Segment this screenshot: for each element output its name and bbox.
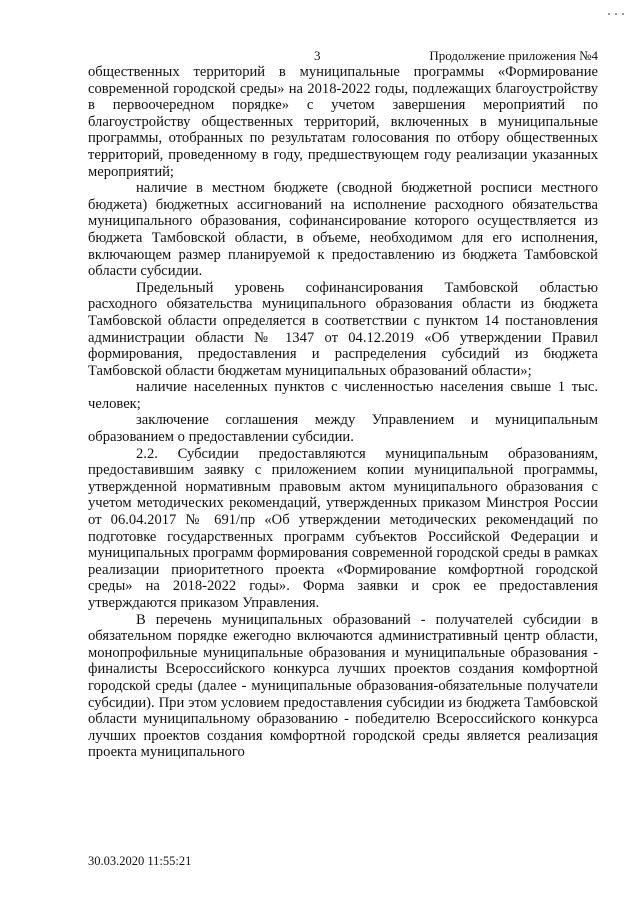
- paragraph-cofinancing-level: Предельный уровень софинансирования Тамбовской областью расходного обязательства муниципального образования области из бюджета Тамбовской области определяется в соответствии с пунктом 14 постановления администрации области № 1347 от 04.12.2019 «Об утверждении Правил формирования, предоставления и распределения субсидий из бюджета Тамбовской области бюджетам муниципальных образований области»;: [88, 279, 598, 379]
- scan-corner-mark: [608, 2, 632, 8]
- document-body: [88, 64, 598, 761]
- paragraph-recipients-list: В перечень муниципальных образований - получателей субсидии в обязательном порядке ежегодно включаются административный центр области, монопрофильные муниципальные образования и муниципальные образования - финалисты Всероссийского конкурса лучших проектов создания комфортной городской среды (далее - муниципальные образования-обязательные получатели субсидии). При этом условием предоставления субсидии из бюджета Тамбовской области муниципальному образованию - победителю Всероссийского конкурса лучших проектов создания комфортной городской среды является реализация проекта муниципального: [88, 611, 598, 761]
- paragraph-settlements: наличие населенных пунктов с численностью населения свыше 1 тыс. человек;: [88, 379, 598, 412]
- paragraph-section-2-2: 2.2. Субсидии предоставляются муниципальным образованиям, предоставившим заявку с приложением копии муниципальной программы, утвержденной нормативным правовым актом муниципального образования с учетом методических рекомендаций, утвержденных приказом Минстроя России от 06.04.2017 № 691/пр «Об утверждении методических рекомендаций по подготовке государственных программ субъектов Российской Федерации и муниципальных программ формирования современной городской среды в рамках реализации приоритетного проекта «Формирование комфортной городской среды» на 2018-2022 годы». Форма заявки и срок ее предоставления утверждаются приказом Управления.: [88, 445, 598, 611]
- footer-timestamp: 30.03.2020 11:55:21: [88, 854, 192, 868]
- paragraph-local-budget: наличие в местном бюджете (сводной бюджетной росписи местного бюджета) бюджетных ассигнований на исполнение расходного обязательства муниципального образования, софинансирование которого осуществляется из бюджета Тамбовской области, в объеме, необходимом для его исполнения, включающем размер планируемой к предоставлению из бюджета Тамбовской области субсидии.: [88, 180, 598, 280]
- page-number: 3: [314, 48, 321, 63]
- appendix-label: Продолжение приложения №4: [429, 48, 598, 63]
- paragraph-territories-continuation: общественных территорий в муниципальные программы «Формирование современной городской среды» на 2018-2022 годы, подлежащих благоустройству в первоочередном порядке» с учетом завершения мероприятий по благоустройству общественных территорий, включенных в муниципальные программы, отобранных по результатам голосования по отбору общественных территорий, проведенному в году, предшествующем году реализации указанных мероприятий;: [88, 64, 598, 180]
- paragraph-agreement: заключение соглашения между Управлением и муниципальным образованием о предоставлении субсидии.: [88, 412, 598, 446]
